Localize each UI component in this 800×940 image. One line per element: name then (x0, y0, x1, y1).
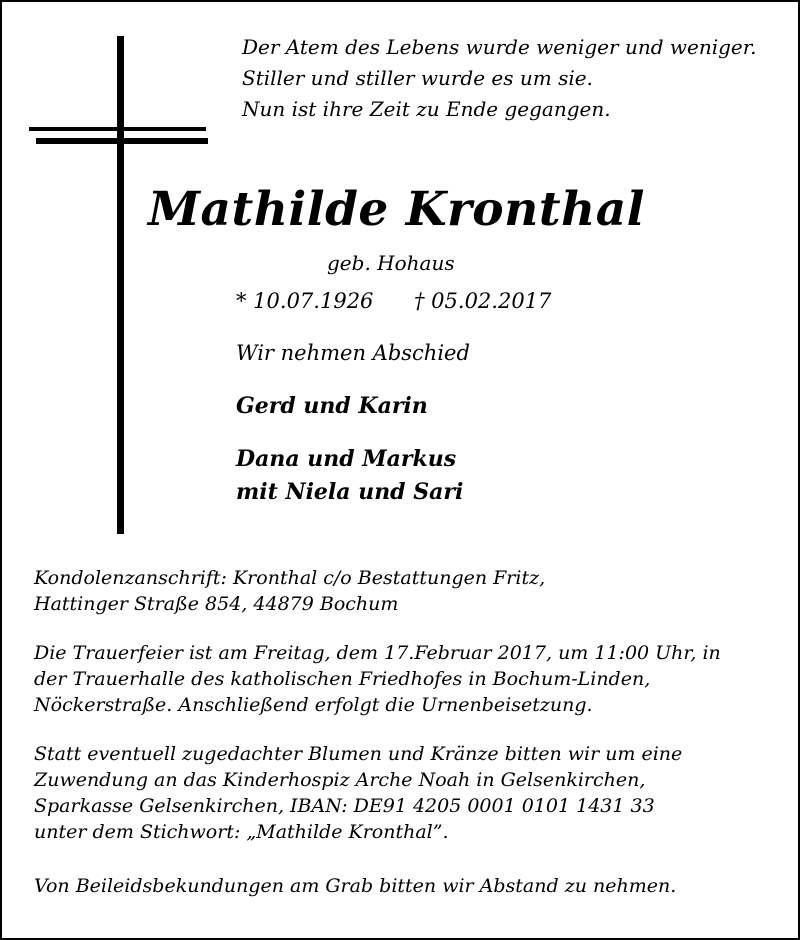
closing-note (34, 873, 784, 899)
funeral-info (34, 640, 784, 718)
text-line: Die Trauerfeier ist am Freitag, dem 17.Februar 2017, um 11:00 Uhr, in (34, 642, 721, 664)
poem-line: Der Atem des Lebens wurde weniger und weniger. (242, 35, 757, 59)
donation-info (34, 741, 784, 845)
poem-line: Stiller und stiller wurde es um sie. (242, 66, 593, 90)
text-line: der Trauerhalle des katholischen Friedhofes in Bochum-Linden, (34, 668, 651, 690)
cross-vertical-bar (117, 36, 124, 534)
poem (242, 32, 782, 125)
death-date: † 05.02.2017 (414, 289, 552, 313)
life-dates (236, 285, 551, 317)
mourner-line: Gerd und Karin (236, 393, 428, 419)
mourner-line: Dana und Markus (236, 446, 457, 472)
text-line: Sparkasse Gelsenkirchen, IBAN: DE91 4205 0001 0101 1431 33 (34, 795, 655, 817)
mourner-line: mit Niela und Sari (236, 479, 464, 505)
text-line: Zuwendung an das Kinderhospiz Arche Noah in Gelsenkirchen, (34, 769, 646, 791)
text-line: Von Beileidsbekundungen am Grab bitten wir Abstand zu nehmen. (34, 875, 677, 897)
text-line: Hattinger Straße 854, 44879 Bochum (34, 593, 399, 615)
text-line: unter dem Stichwort: „Mathilde Kronthal”. (34, 821, 449, 843)
birth-date: * 10.07.1926 (236, 289, 374, 313)
poem-line: Nun ist ihre Zeit zu Ende gegangen. (242, 97, 611, 121)
farewell-text: Wir nehmen Abschied (236, 341, 470, 365)
text-line: Kondolenzanschrift: Kronthal c/o Bestattungen Fritz, (34, 567, 546, 589)
cross-horizontal-bar-top (29, 127, 206, 131)
cross-horizontal-bar-bottom (36, 138, 208, 144)
text-line: Statt eventuell zugedachter Blumen und Kränze bitten wir um eine (34, 743, 683, 765)
text-line: Nöckerstraße. Anschließend erfolgt die Urnenbeisetzung. (34, 694, 593, 716)
deceased-name: Mathilde Kronthal (148, 182, 646, 237)
birth-name: geb. Hohaus (327, 251, 455, 275)
condolence-address (34, 565, 784, 617)
